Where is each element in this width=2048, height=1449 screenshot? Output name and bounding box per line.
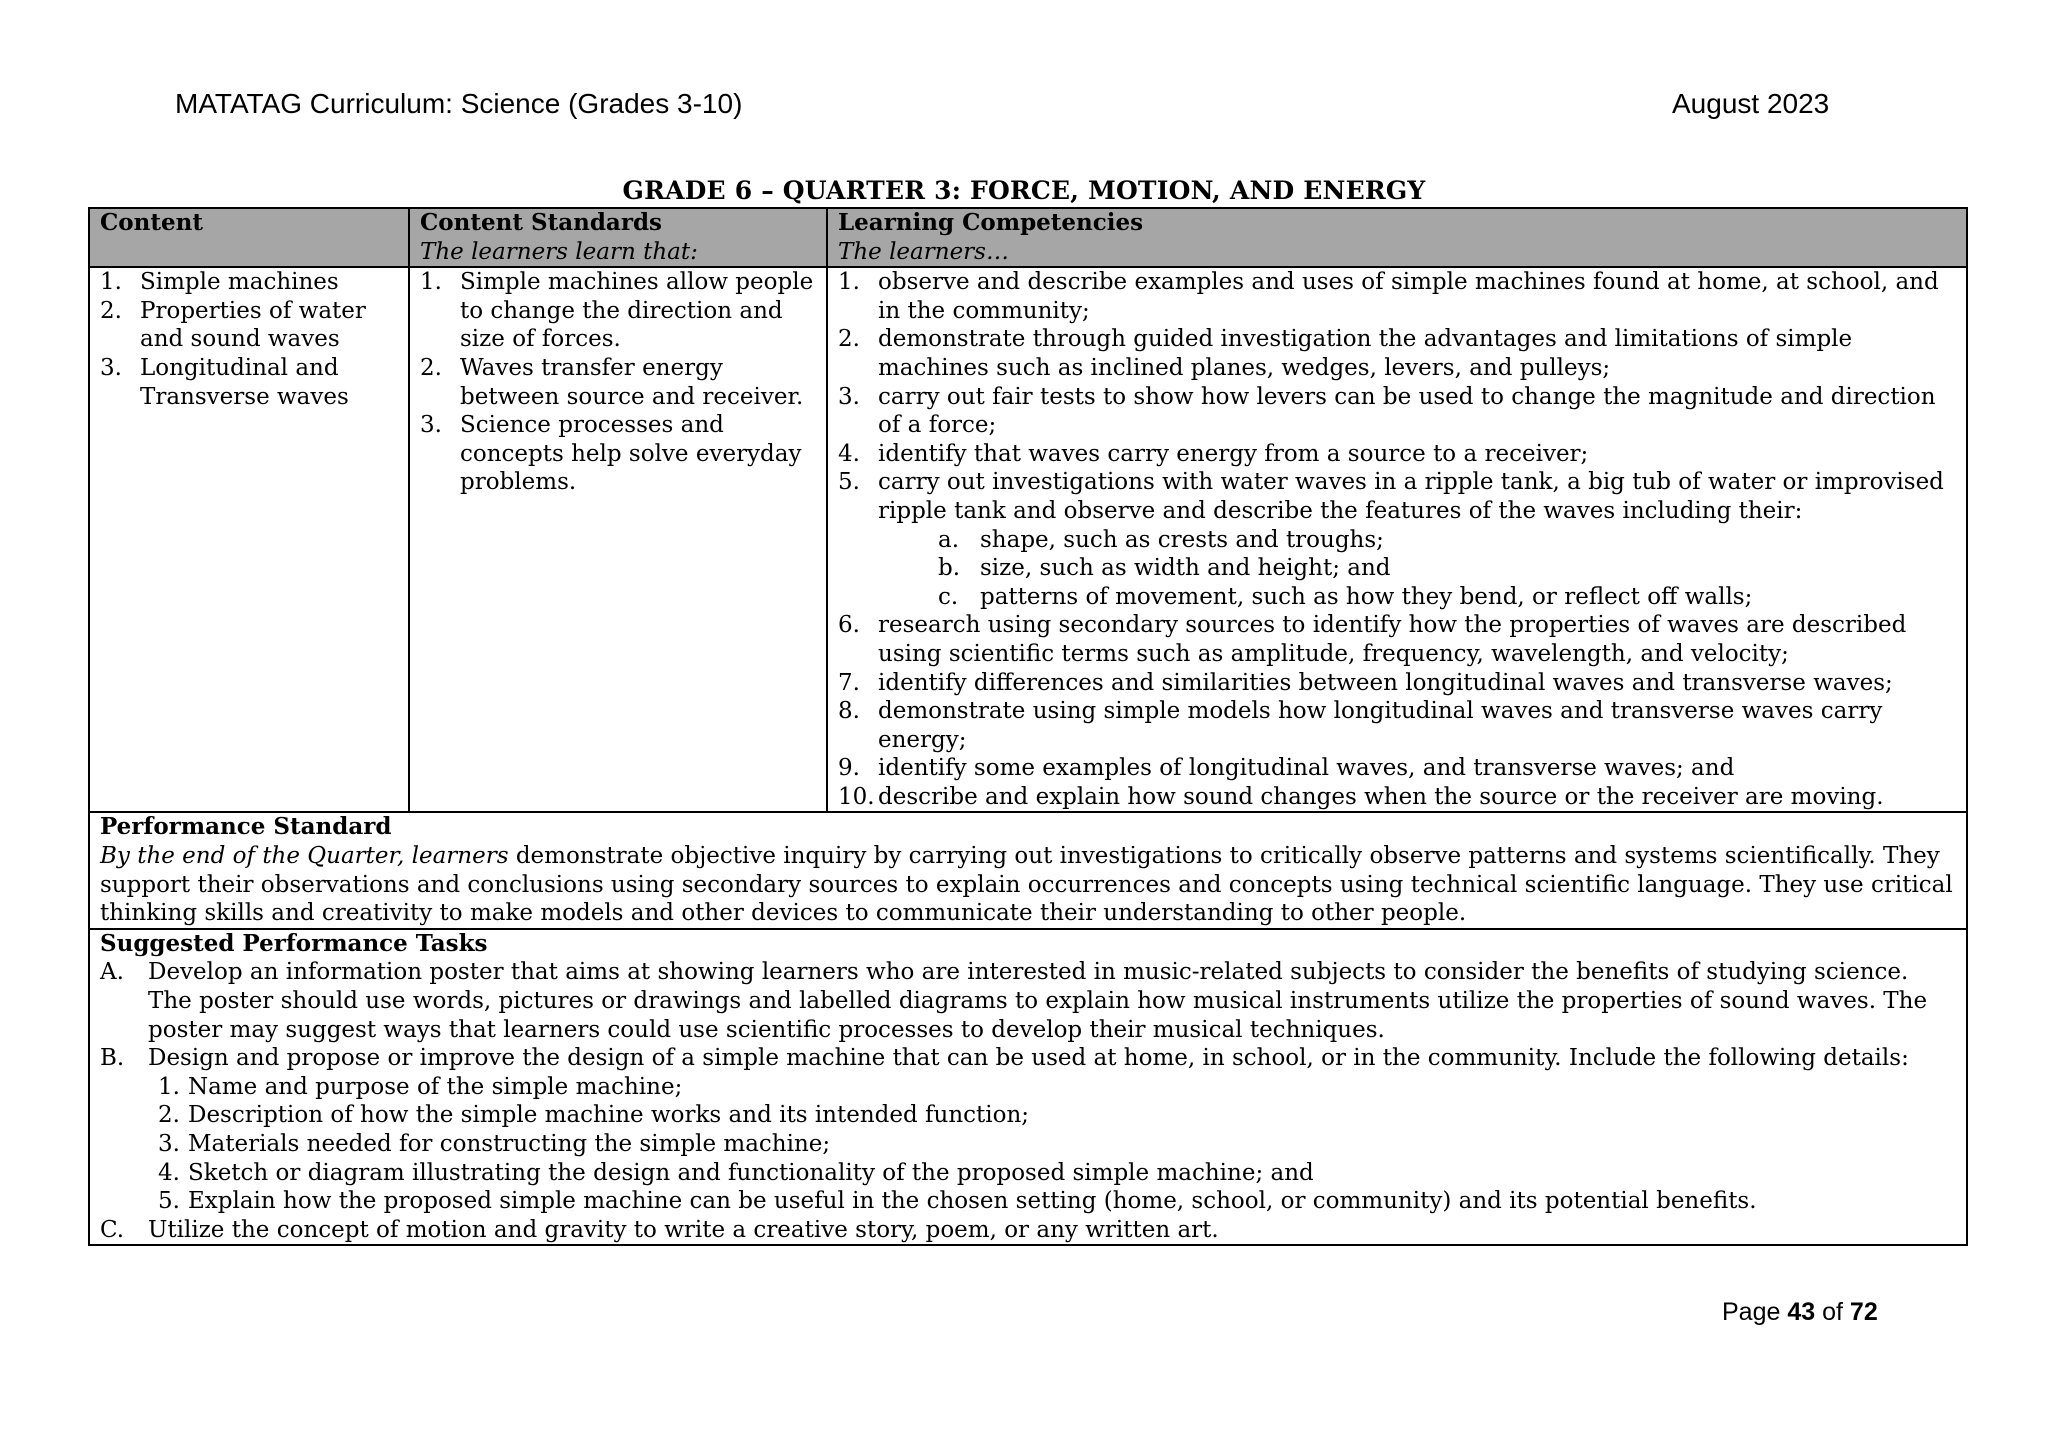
list-number: 5. <box>838 469 860 496</box>
column-title-standards: Content Standards <box>420 209 662 236</box>
header-document-title: MATATAG Curriculum: Science (Grades 3-10) <box>175 88 743 119</box>
task-letter: A. <box>100 959 124 986</box>
list-item <box>838 468 1956 611</box>
task-item <box>100 1044 1956 1073</box>
column-header-content <box>89 208 409 267</box>
list-item <box>100 354 398 411</box>
list-text: research using secondary sources to identify how the properties of waves are described using scientific terms such as amplitude, frequency, wavelength, and velocity; <box>878 612 1907 667</box>
list-text: Simple machines allow people to change the direction and size of forces. <box>460 269 814 353</box>
sublist-item <box>878 554 1956 583</box>
list-text: demonstrate through guided investigation the advantages and limitations of simple machines such as inclined planes, wedges, levers, and pulleys; <box>878 326 1853 381</box>
list-text: describe and explain how sound changes when the source or the receiver are moving. <box>878 783 1884 810</box>
list-number: 9. <box>838 755 860 782</box>
task-letter: B. <box>100 1045 125 1072</box>
list-number: 10. <box>838 783 875 810</box>
task-text: Develop an information poster that aims at showing learners who are interested in music-related subjects to consider the benefits of studying science. The poster should use words, pictures or drawings and labelled diagrams to explain how musical instruments utilize the properties of sound waves. The poster may suggest ways that learners could use scientific processes to develop their musical techniques. <box>148 959 1928 1043</box>
list-number: 7. <box>838 669 860 696</box>
competencies-list <box>838 268 1956 811</box>
subtask-item <box>100 1101 1956 1130</box>
sublist-text: patterns of movement, such as how they bend, or reflect off walls; <box>980 583 1753 610</box>
list-number: 6. <box>838 612 860 639</box>
list-number: 3. <box>420 412 442 439</box>
column-subtitle-competencies: The learners… <box>838 238 1009 265</box>
sublist-text: shape, such as crests and troughs; <box>980 526 1384 553</box>
list-text: Simple machines <box>140 269 339 296</box>
list-item <box>838 754 1956 783</box>
list-item <box>838 325 1956 382</box>
column-header-standards <box>409 208 827 267</box>
performance-standard-cell <box>89 812 1967 928</box>
performance-standard-lead: By the end of the Quarter, learners <box>100 843 509 870</box>
subtask-item <box>100 1159 1956 1188</box>
list-item <box>838 669 1956 698</box>
sublist-letter: b. <box>938 555 961 582</box>
list-item <box>420 268 816 354</box>
task-text: Design and propose or improve the design of a simple machine that can be used at home, in school, or in the community. Include the following details: <box>148 1045 1909 1072</box>
task-item <box>100 1216 1956 1245</box>
list-text: identify that waves carry energy from a source to a receiver; <box>878 440 1589 467</box>
subtask-number: 4. <box>158 1159 180 1186</box>
performance-standard-row <box>89 812 1967 928</box>
subtask-number: 5. <box>158 1188 180 1215</box>
list-text: observe and describe examples and uses of simple machines found at home, at school, and in the community; <box>878 269 1939 324</box>
header-date: August 2023 <box>1672 88 1830 119</box>
of-word: of <box>1822 1298 1843 1326</box>
subtask-number: 3. <box>158 1131 180 1157</box>
subtask-text: Description of how the simple machine works and its intended function; <box>188 1102 1030 1129</box>
list-text: identify differences and similarities between longitudinal waves and transverse waves; <box>878 669 1893 696</box>
list-item <box>838 697 1956 754</box>
list-number: 4. <box>838 440 860 467</box>
list-number: 8. <box>838 698 860 725</box>
column-title-competencies: Learning Competencies <box>838 209 1144 236</box>
list-text: demonstrate using simple models how longitudinal waves and transverse waves carry energy; <box>878 698 1883 753</box>
content-list <box>100 268 398 411</box>
performance-tasks-cell <box>89 929 1967 1246</box>
column-header-competencies <box>827 208 1967 267</box>
list-text: carry out fair tests to show how levers can be used to change the magnitude and direction of a force; <box>878 383 1936 439</box>
performance-standard-title: Performance Standard <box>100 813 392 841</box>
subtask-item <box>100 1130 1956 1159</box>
sublist-letter: a. <box>938 526 960 553</box>
subtask-text: Name and purpose of the simple machine; <box>188 1073 683 1100</box>
total-page-count: 72 <box>1849 1298 1878 1326</box>
sublist-item <box>878 583 1956 612</box>
standards-cell <box>409 267 827 812</box>
subtask-text: Sketch or diagram illustrating the design and functionality of the proposed simple machine; and <box>188 1159 1314 1186</box>
list-item <box>838 268 1956 325</box>
list-text: Properties of water and sound waves <box>140 297 366 353</box>
list-item <box>420 411 816 497</box>
list-text: identify some examples of longitudinal waves, and transverse waves; and <box>878 755 1735 782</box>
performance-standard-body: demonstrate objective inquiry by carrying out investigations to critically observe patterns and systems scientifically. They support their observations and conclusions using secondary sources to explain occurrences and concepts using technical scientific language. They use critical thinking skills and creativity to make models and other devices to communicate their understanding to other people. <box>100 843 1953 927</box>
page-word: Page <box>1722 1298 1781 1326</box>
page-title: GRADE 6 – QUARTER 3: FORCE, MOTION, AND ENERGY <box>622 176 1426 205</box>
list-item <box>100 297 398 354</box>
subtask-number: 1. <box>158 1073 180 1100</box>
list-text: Longitudinal and Transverse waves <box>140 354 349 410</box>
list-item <box>420 354 816 411</box>
list-item <box>838 611 1956 668</box>
subtask-item <box>100 1073 1956 1102</box>
table-body-row <box>89 267 1967 812</box>
content-cell <box>89 267 409 812</box>
competencies-cell <box>827 267 1967 812</box>
wave-features-sublist <box>878 526 1956 612</box>
sublist-letter: c. <box>938 583 959 610</box>
standards-list <box>420 268 816 497</box>
page-number-footer <box>1722 1298 1878 1327</box>
current-page-number: 43 <box>1787 1298 1816 1326</box>
task-letter: C. <box>100 1216 125 1243</box>
list-number: 3. <box>838 383 860 410</box>
column-title-content: Content <box>100 209 203 236</box>
list-number: 2. <box>100 297 122 324</box>
sublist-text: size, such as width and height; and <box>980 555 1391 582</box>
list-item <box>838 783 1956 812</box>
subtask-number: 2. <box>158 1102 180 1129</box>
subtask-item <box>100 1187 1956 1216</box>
list-text: carry out investigations with water waves in a ripple tank, a big tub of water or improvised ripple tank and observe and describe the features of the waves including their: <box>878 469 1944 524</box>
list-number: 2. <box>838 326 860 353</box>
list-number: 1. <box>420 269 442 296</box>
performance-tasks-row <box>89 929 1967 1246</box>
list-item <box>838 383 1956 440</box>
subtask-text: Materials needed for constructing the simple machine; <box>188 1131 831 1157</box>
performance-tasks-title: Suggested Performance Tasks <box>100 929 488 957</box>
subtask-text: Explain how the proposed simple machine can be useful in the chosen setting (home, school, or community) and its potential benefits. <box>188 1188 1757 1215</box>
list-item <box>100 268 398 297</box>
table-header-row <box>89 208 1967 267</box>
performance-standard-text <box>100 842 1956 928</box>
list-number: 3. <box>100 354 122 381</box>
column-subtitle-standards: The learners learn that: <box>420 238 698 265</box>
list-text: Waves transfer energy between source and receiver. <box>460 354 804 410</box>
list-item <box>838 440 1956 469</box>
task-text: Utilize the concept of motion and gravity to write a creative story, poem, or any written art. <box>148 1216 1219 1243</box>
curriculum-table <box>88 207 1968 1246</box>
list-number: 1. <box>100 269 122 296</box>
list-number: 1. <box>838 269 860 296</box>
task-item <box>100 958 1956 1044</box>
list-text: Science processes and concepts help solve everyday problems. <box>460 412 802 496</box>
list-number: 2. <box>420 354 442 381</box>
sublist-item <box>878 526 1956 555</box>
